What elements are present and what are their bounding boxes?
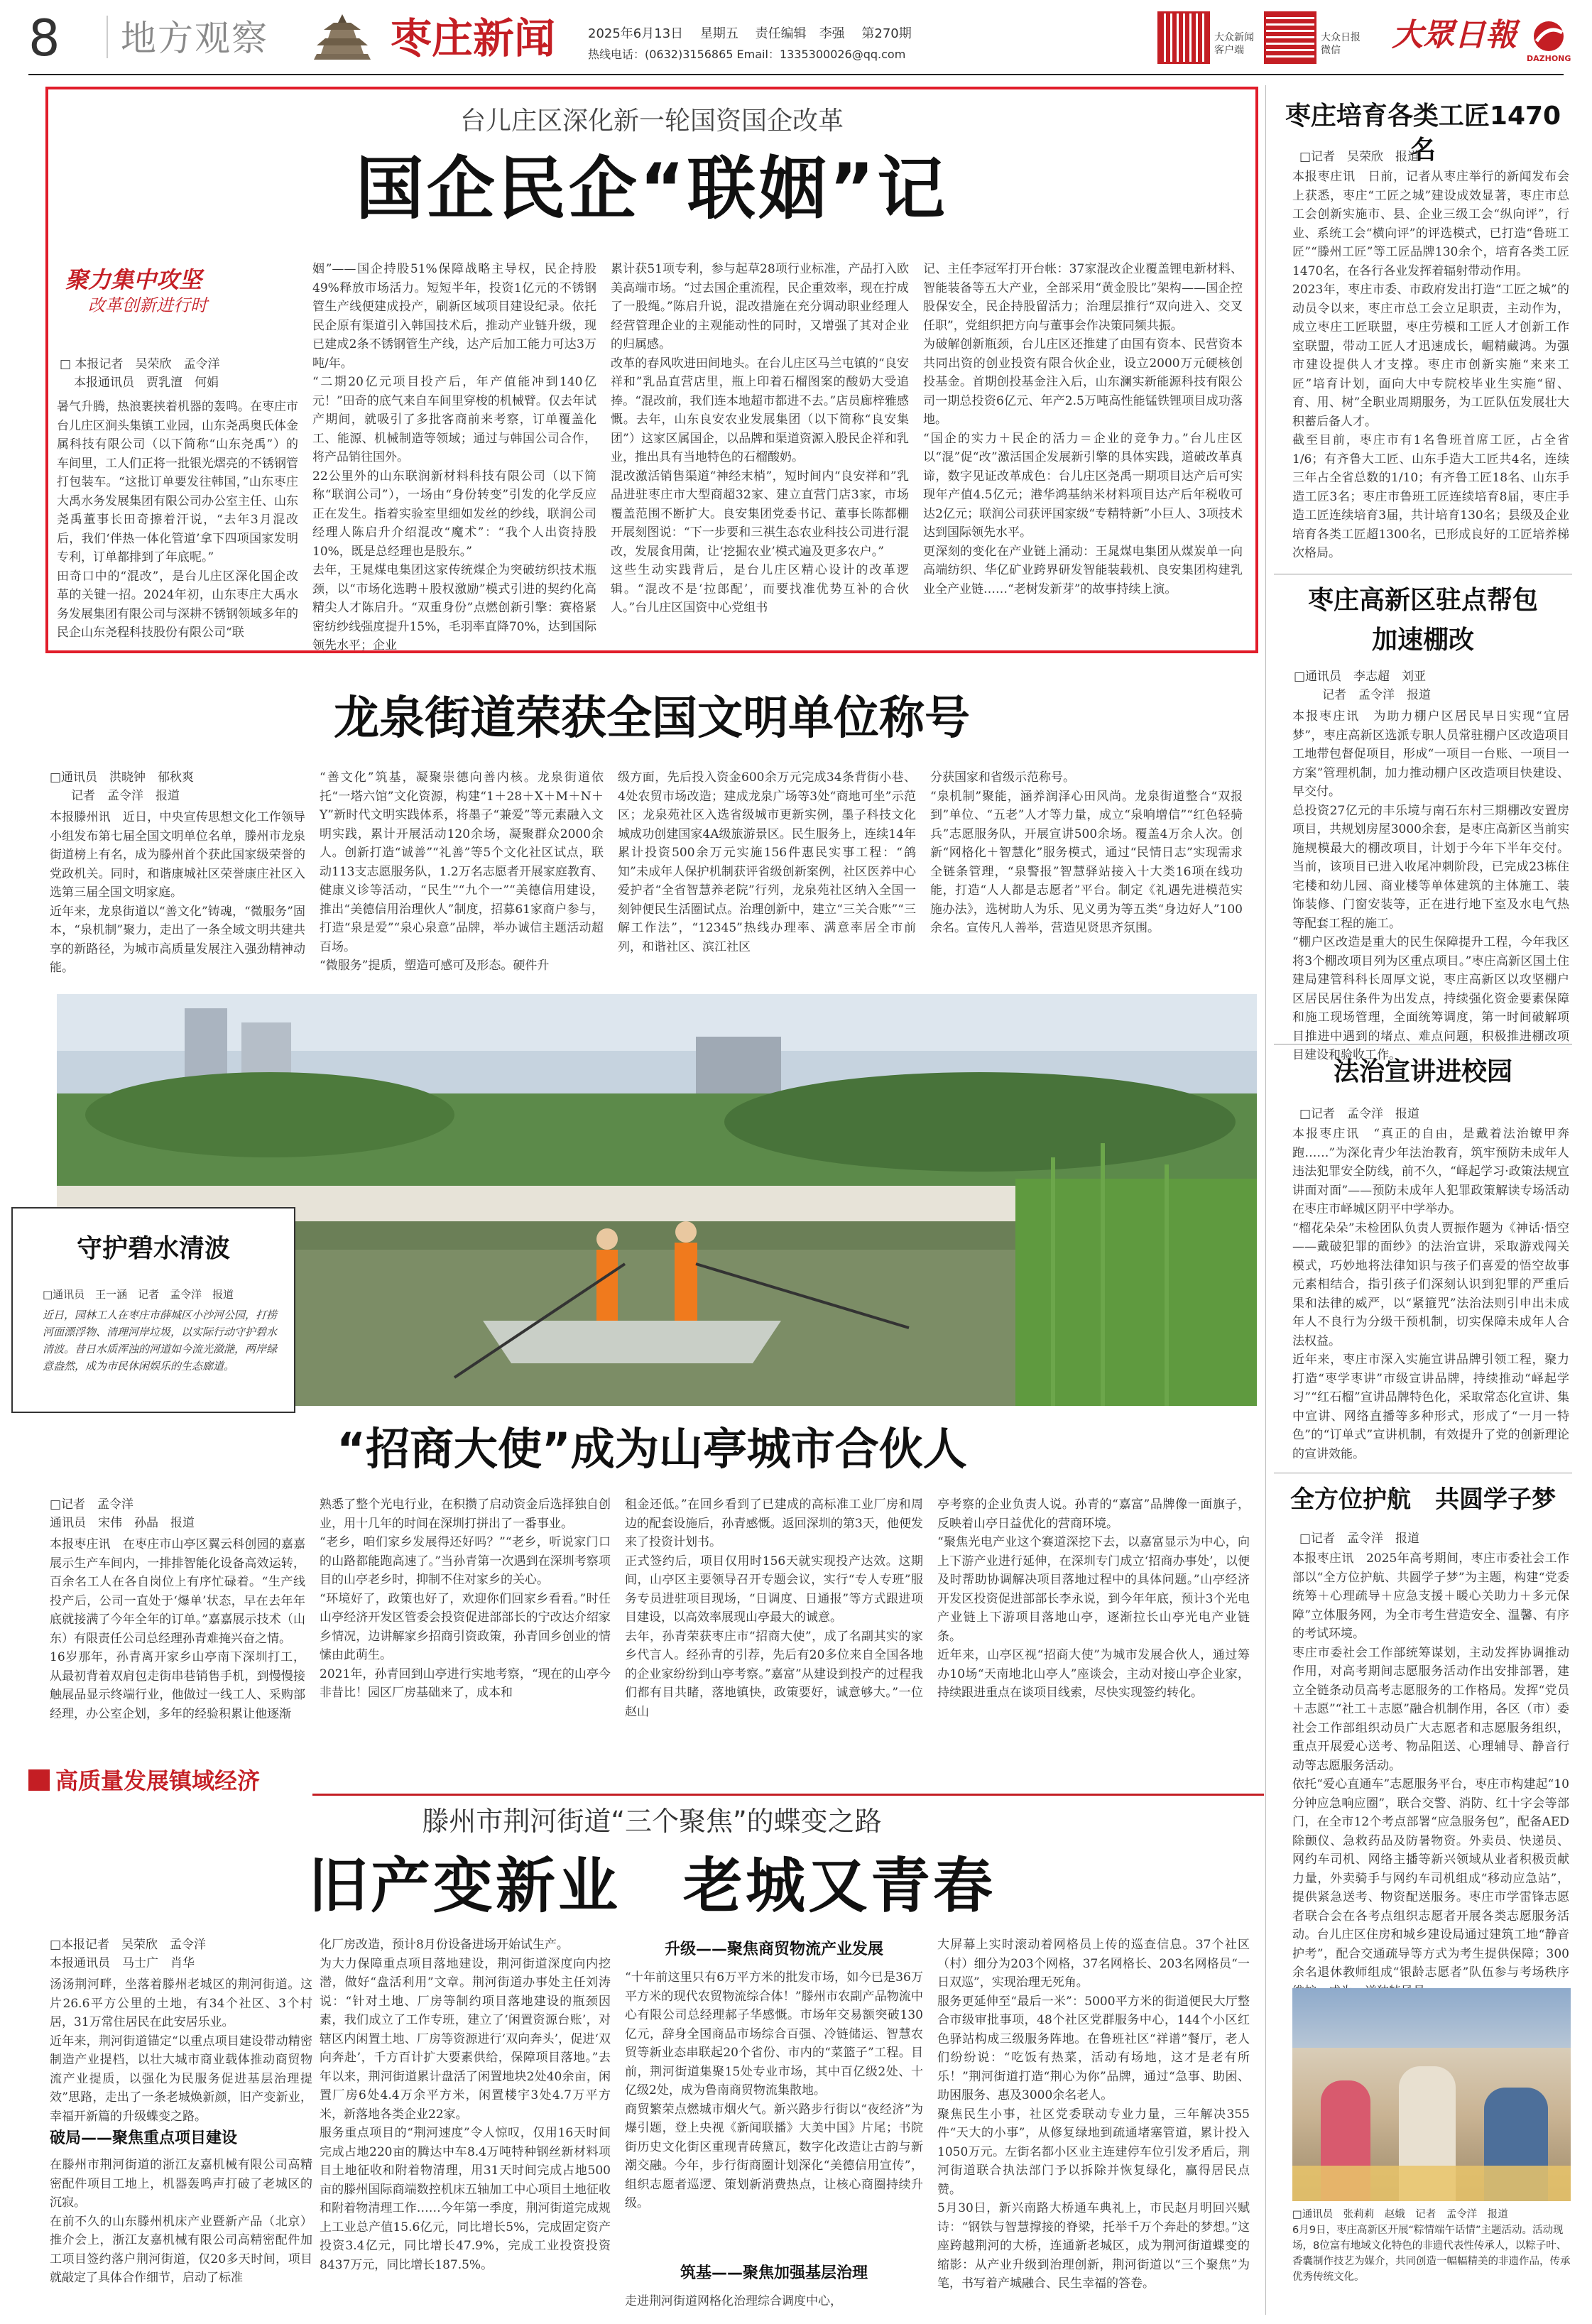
caption-box-body: 近日，园林工人在枣庄市薛城区小沙河公园，打捞河面漂浮物、清理河岸垃圾，以实际行动守护碧水清波。昔日水质浑浊的河道如今流光潋滟，两岸绿意盎然，成为市民休闲娱乐的生态廊道。: [43, 1309, 278, 1373]
lead-column-3: 累计获51项专利，参与起草28项行业标准，产品打入欧美高端市场。“过去国企重流程，民企重效率，现在拧成了一股绳。”陈启升说，混改措施在充分调动职业经理人经营管理企业的主观能动性的同时，又增强了其对企业的归属感。 改革的春风吹进田间地头。在台儿庄区马兰屯镇的“良安祥和”乳品直营店里，瓶上印着石榴图案的酸奶大受追捧。“混改前，我们连本地超市都进不去。”店员廊梓雅感慨。去年，山东良安农业发展集团（以下简称“良安集团”）这家区属国企，以品牌和渠道资源入股民企祥和乳业，推出具有当地特色的石榴酸奶。 混改激活销售渠道“神经末梢”，短时间内“良安祥和”乳品进驻枣庄市大型商超32家、建立直营门店3家，市场覆盖范围不断扩大。良安集团党委书记、董事长陈都棚开展刻图说：“下一步要和三祺生态农业科技公司进行混改，发展食用菌，让‘挖掘农业’模式遍及更多农户。” 这些生动实践背后，是台儿庄区精心设计的改革逻辑。“混改不是‘拉郎配’，而要找准优势互补的合伙人。”台儿庄区国资中心党组书: [611, 262, 909, 615]
jinghe-column-4: 大屏幕上实时滚动着网格员上传的巡查信息。37个社区（村）细分为203个网格，37名网格长、203名网格员“一日双巡”，实现治理无死角。 服务更延伸至“最后一米”：5000平方米的街道便民大厅整合市级审批事项，48个社区党群服务中心，144个小区红色驿站构成三级服务阵地。在鲁班社区“祥谱”餐厅，老人们纷纷说：“吃饭有热菜，活动有场地，这才是老有所乐！”荆河街道打造“荆心为你”品牌，通过“急事、助困、助困服务、惠及3000余名老人。 聚焦民生小事，社区党委联动专业力量，三年解决355件“天大的小事”，从修复绿地到疏通堵塞管道，累计投入1050万元。左街名都小区业主连建停车位引发矛盾后，荆河街道联合执法部门予以拆除并恢复绿化，赢得居民点赞。 5月30日，新兴南路大桥通车典礼上，市民赵月明回兴赋诗：“钢铁与智慧撑接的脊梁，托举千万个奔赴的梦想。”这座跨越荆河的大桥，连通新老城区，成为荆河街道蝶变的缩影：从产业升级到治理创新，荆河街道以“三个聚焦”为笔，书写着产城融合、民生幸福的答卷。: [937, 1938, 1250, 2291]
section-bar-rule: [312, 1794, 1264, 1796]
right4-byline: □记者 孟令洋 报道: [1299, 1532, 1420, 1546]
right2-byline-correspondents: □通讯员 李志超 刘亚: [1294, 670, 1427, 684]
logo-emblem-icon: [1527, 20, 1571, 53]
jinghe-subhead-2: 升级——聚焦商贸物流产业发展: [664, 1941, 883, 1958]
right3-headline: 法治宣讲进校园: [1333, 1057, 1512, 1086]
edition-title: 枣庄新闻: [391, 14, 556, 62]
jinghe-kicker: 滕州市荆河街道“三个聚焦”的蝶变之路: [422, 1806, 882, 1837]
issue-number: 第270期: [861, 26, 912, 41]
lead-kicker: 台儿庄区深化新一轮国资国企改革: [459, 107, 844, 136]
zhaoshang-byline: [50, 1495, 305, 1532]
longquan-column-3: 级方面，先后投入资金600余万元完成34条背街小巷、4处农贸市场改造；建成龙泉广场等3处“商地可坐”示范区；龙泉苑社区入选省级城市更新实例，墨子科技文化城成功创建国家4A级旅游景区。民生服务上，连续14年累计投资500余万元实施156件惠民实事工程：“鸽知”未成年人保护机制获评省级创新案例，社区医养中心爱护者“全省智慧养老院”行列，龙泉苑社区纳入全国一刻钟便民生活圈试点。治理创新中，建立“三关合账”“三解工作法”，“12345”热线办理率、满意率居全市前列，和谐社区、滨江社区: [618, 770, 916, 954]
date: 2025年6月13日: [588, 26, 684, 41]
jinghe-byline: [50, 1936, 305, 1973]
jinghe-column-3: “十年前这里只有6万平方米的批发市场，如今已是36万平方米的现代农贸物流综合体！”滕州市农副产品物流中心有限公司总经理郝子华感慨。市场年交易额突破130亿元，辞身全国商品市场综合百强、冷链储运、智慧农贸等新业态串联起20个省份、市内的“菜篮子”工程。目前，荆河街道集聚15处专业市场，其中百亿级2处、十亿级2处，成为鲁南商贸物流集散地。 商贸繁荣点燃城市烟火气。新兴路步行街以“夜经济”为爆引题，登上央视《新闻联播》大美中国》片尾；书院街历史文化街区重现青砖黛瓦，数字化改造让古韵与新潮交融。今年，步行街商圈计划深化“美德信用宣传”，组织志愿者巡逻、策划新消费热点，让核心商圈持续升级。: [625, 1970, 923, 2210]
qr-code-wechat[interactable]: [1264, 11, 1316, 64]
jinghe-subhead-3: 筑基——聚焦加强基层治理: [680, 2264, 868, 2282]
jinghe-column-1: 汤汤荆河畔，坐落着滕州老城区的荆河街道。这片26.6平方公里的土地，有34个社区、3个村居，31万常住居民在此安居乐业。 近年来，荆河街道锚定“以重点项目建设带动精密制造产业提档，以壮大城市商业载体推动商贸物流产业提质，以强化为民服务促进基层治理提效”思路，走出了一条老城焕新颜，旧产变新业，幸福开新篇的升级蝶变之路。: [50, 1977, 312, 2124]
longquan-column-2: “善文化”筑基，凝聚崇德向善内核。龙泉街道依托“一塔六馆”文化资源，构建“1＋28＋X＋M＋N＋Y”新时代文明实践体系，将墨子“兼爱”等元素融入文明实践，累计开展活动120余场，凝聚群众2000余人。创新打造“诚善”“礼善”等5个文化社区试点，联动113支志愿服务队，1.2万名志愿者开展家庭教育、健康义诊等活动，“民生”“九个一”“美德信用建设，推出“美德信用治理伙人”制度，招募61家商户参与，打造“泉是爱”“泉心泉意”品牌，举办诚信主题活动超百场。 “微服务”提质，塑造可感可及形态。硬件升: [320, 770, 604, 973]
issue-info: [588, 26, 912, 43]
right2-headline-line2: 加速棚改: [1371, 626, 1474, 655]
lead-headline: 国企民企“联姻”记: [355, 149, 949, 229]
right2-headline-line1: 枣庄高新区驻点帮包: [1307, 586, 1538, 615]
right2-byline-reporter: 记者 孟令洋 报道: [1322, 688, 1431, 702]
qr-caption-app: 大众新闻 客户端: [1214, 32, 1254, 56]
right4-body: 本报枣庄讯 2025年高考期间，枣庄市委社会工作部以“全方位护航、共圆学子梦”为主题，构建“党委统筹＋心理疏导＋应急支援＋暖心关助力＋多元保障”立体服务网，为全市考生营造安全、温馨、有序的考试环境。 枣庄市委社会工作部统筹谋划，主动发挥协调推动作用，对高考期间志愿服务活动作出安排部署，建立全链条动员高考志愿服务的工作格局。发挥“党员＋志愿”“社工＋志愿”融合机制作用，各区（市）委社会工作部组织动员广大志愿者和志愿服务组织，重点开展爱心送考、物品阻送、心理辅导、静音行动等志愿服务活动。 依托“爱心直通车”志愿服务平台，枣庄市构建起“10分钟应急响应圈”，联合交警、消防、红十字会等部门，在全市12个考点部署“应急服务包”，配备AED除颤仪、急救药品及防暑物资。外卖员、快递员、网约车司机、网络主播等新兴领域从业者积极贡献力量，外卖骑手与网约车司机组成“移动应急站”，提供紧急送考、物资配送服务。枣庄市学雷锋志愿者联合会在各考点组织志愿者开展各类志愿服务活动。台儿庄区住房和城乡建设局通过建筑工地“静音护考”，配合交通疏导等方式为考生提供保障；300余名退休教师组成“银龄志愿者”队伍参与考场秩序: [1292, 1551, 1569, 1980]
jinghe-column-3b: 走进荆河街道网格化治理综合调度中心，: [625, 2294, 842, 2308]
masthead-divider: [107, 16, 108, 58]
zhaoshang-byline-reporter: □记者 孟令洋: [50, 1497, 134, 1512]
pagoda-icon: [307, 10, 378, 64]
section-title: 地方观察: [121, 18, 268, 59]
right4-photo: [1292, 1988, 1571, 2201]
jinghe-column-2: 化厂房改造，预计8月份设备进场开始试生产。 为大力保障重点项目落地建设，荆河街道深度向内挖潜，做好“盘活利用”文章。荆河街道办事处主任刘涛说：“针对土地、厂房等制约项目落地建设的瓶颈因素，我们成立了工作专班，建立了‘闲置资源台账’，对辖区内闲置土地、厂房等资源进行‘双向奔头’，促进‘双向奔赴’，千方百计扩大要素供给，保障项目落地。”去年以来，荆河街道累计盘活了闲置地块2处40余亩，闲置厂房6处4.4万余平方米，闲置楼宇3处4.7万平方米，新落地各类企业22家。 服务重点项目的“荆河速度”令人惊叹，仅用16天时间完成占地220亩的腾达中车8.4万吨特种钢丝新材料项目土地征收和附着物清理，用31天时间完成占地500亩的滕州国际商端数控机床五轴加工中心项目土地征收和附着物清理工作……今年第一季度，荆河街道完成规上工业总产值15.6亿元，同比增长5%，完成固定资产投资3.4亿元，同比增长47.9%，完成工业投资投资8437万元，同比增长187.5%。: [320, 1938, 611, 2272]
right4-photo-caption: □通讯员 张莉莉 赵娥 记者 孟令洋 报道 6月9日，枣庄高新区开展“粽情端午话情”主题活动。活动现场，8位富有地域文化特色的非遗代表性传承人，以粽子叶、香囊制作技艺为媒介，共同创造一幅幅精美的非遗作品，传承优秀传统文化。: [1292, 2209, 1571, 2283]
newspaper-logo: 大眾日報: [1392, 17, 1517, 53]
zhaoshang-column-3: 租金还低。”在回乡看到了已建成的高标准工业厂房和周边的配套设施后，孙青感慨。返回深圳的第3天，他便发来了投资计划书。 正式签约后，项目仅用时156天就实现投产达效。这期间，山亭区主要领导召开专题会议，实行“专人专班”服务专员进驻项目现场，“日调度、日通报”等方式跟进项目建设，以高效率展现山亭最大的诚意。 去年，孙青荣获枣庄市“招商大使”，成了名副其实的家乡代言人。经孙青的引荐，先后有20多位来自全国各地的企业家纷纷到山亭考察。”嘉富”从建设到投产的过程我们都有目共睹，落地镇快，政策要好，诚意够大。”一位赵山: [625, 1497, 923, 1719]
right2-byline: [1294, 667, 1431, 704]
right1-byline: □记者 吴荣欣 报道: [1299, 150, 1420, 164]
caption-box-byline: □通讯员 王一涵 记者 孟令洋 报道: [43, 1288, 234, 1301]
longquan-column-4: 分获国家和省级示范称号。 “泉机制”聚能，涵养润泽心田风尚。龙泉街道整合“双报到”单位、“五老”人才等力量，成立“泉响增信”“红色轻骑兵”志愿服务队，开展宣讲500余场。覆盖4万余人次。创新“网格化＋智慧化”服务模式，通过“民情日志”实现需求全链条管理，“泉警报”智慧驿站接入十大类16项在线功能，打造“人人都是志愿者”平台。制定《礼遇先进模范实施办法》，选树助人为乐、见义勇为等五类“身边好人”100余名。宣传凡人善举，营造见贤思齐氛围。: [930, 770, 1243, 935]
stamp-title: 聚力集中攻坚: [65, 266, 202, 293]
photo-table: [1292, 2166, 1571, 2201]
page-number: 8: [28, 9, 60, 67]
zhaoshang-column-4: 亭考察的企业负责人说。孙青的“嘉富”品牌像一面旗子，反映着山亭日益优化的营商环境。 “聚焦光电产业这个赛道深挖下去，以嘉富显示为中心，向上下游产业进行延伸，在深圳专门成立‘招商办事处’，以便及时帮助协调解决项目落地过程中的具体问题。”山亭经济开发区投资促进部部长李永说，到今年年底，预计3个光电产业链上下游项目落地山亭，逐渐拉长山亭光电产业链条。 近年来，山亭区视“招商大使”为城市发展合伙人，通过筹办10场“天南地北山亭人”座谈会，主动对接山亭企业家，持续跟进重点在谈项目线索，尽快实现签约转化。: [937, 1497, 1250, 1700]
lead-byline: [60, 355, 294, 392]
qr-code-news-app[interactable]: [1157, 11, 1210, 64]
logo-subtext: DAZHONG: [1527, 54, 1571, 63]
editor: 责任编辑 李强: [755, 26, 845, 41]
right2-body: 本报枣庄讯 为助力棚户区居民早日实现“宜居梦”，枣庄高新区选派专职人员常驻棚户区改造项目工地带包督促项目，形成“一项目一台账、一项目一方案”管理机制，加力推动棚户区改造项目快建设、早交付。 总投资27亿元的丰乐境与南石东村三期棚改安置房项目，共规划房屋3000余套，是枣庄高新区当前实施规模最大的棚改项目，计划于今年下半年交付。当前，该项目已进入收尾冲刺阶段，已完成23栋住宅楼和幼儿园、商业楼等单体建筑的主体施工、装饰装修、门窗安装等，正在进行地下室及水电气热等配套工程的施工。 “棚户区改造是重大的民生保障提升工程，今年我区将3个棚改项目列为区重点项目。”枣庄高新区国土住建局建管科科长周厚文说，枣庄高新区以攻坚棚户区居民居住条件为出发点，持续强化资金要素保障和施工现场管理，全面统筹调度，第一时间破解项目推进中遇到的堵点、难点问题，积极推进棚改项目建设和验收工作。: [1292, 709, 1569, 1062]
longquan-byline: [50, 768, 284, 805]
hotline: 热线电话：(0632)3156865 Email：1335300026@qq.com: [588, 48, 906, 61]
longquan-column-1: 本报滕州讯 近日，中央宣传思想文化工作领导小组发布第七届全国文明单位名单，滕州市龙泉街道榜上有名，成为滕州首个获此国家级荣誉的党政机关。同时，和谐康城社区荣誉康庄社区入选第三届全国文明家庭。 近年来，龙泉街道以“善文化”铸魂，“微服务”固本，“泉机制”聚力，走出了一条全域文明共建共享的新路径，为城市高质量发展注入强劲精神动能。: [50, 810, 305, 975]
jinghe-byline-reporters: □本报记者 吴荣欣 孟令洋: [50, 1938, 207, 1952]
zhaoshang-column-1: 本报枣庄讯 在枣庄市山亭区翼云科创园的嘉嘉展示生产车间内，一排排智能化设备高效运转，百余名工人在各自岗位上有序忙碌着。“生产线投产后，公司一直处于‘爆单’状态，早在去年年底就接满了今年全年的订单。”嘉嘉展示技术（山东）有限责任公司总经理孙青难掩兴奋之情。 16岁那年，孙青离开家乡山亭南下深圳打工，从最初背着双肩包走街串巷销售手机，到慢慢接触展品显示终端行业，他做过一线工人、采购部经理，办公室企划，多年的经验积累让他逐渐: [50, 1537, 305, 1721]
lead-column-4: 记、主任李冠军打开台帐：37家混改企业覆盖锂电新材料、智能装备等五大产业，全部采用“黄金股比”架构——国企控股保安全，民企持股留活力；治理层推行“双向进入、交叉任职”，党组织把方向与董事会作决策同频共振。 为破解创新瓶颈，台儿庄区还推建了由国有资本、民营资本共同出资的创业投资有限合伙企业，设立2000万元硬核创投基金。首期创投基金注入后，山东澜实新能源科技有限公司一期总投资6亿元、年产2.5万吨高性能锰铁锂项目成功落地。 “国企的实力＋民企的活力＝企业的竞争力。”台儿庄区以“混”促“改”激活国企发展新引擎的具体实践，道破改革真谛，数字见证改革成色：台儿庄区尧禹一期项目达产后可实现年产值4.5亿元；港华鸿基纳米材料项目达产后年税收可达2亿元；联润公司获评国家级“专精特新”小巨人、3项技术达到国际领先水平。 更深刻的变化在产业链上涌动：王晁煤电集团从煤炭单一向高端纺织、华亿矿业跨界研发智能装载机、良安集团构建乳业全产业链……“老树发新芽”的故事持续上演。: [923, 262, 1243, 596]
jinghe-byline-correspondents: 本报通讯员 马士广 肖华: [50, 1956, 195, 1970]
masthead-rule: [28, 74, 1564, 75]
zhaoshang-column-2: 熟悉了整个光电行业，在积攒了启动资金后选择独自创业，用十几年的时间在深圳打拼出了一番事业。 “老乡，咱们家乡发展得还好吗？”“老乡，听说家门口的山路都能跑高速了。”当孙青第一次遇到在深圳考察项目的山亭老乡时，抑制不住对家乡的关心。 “环境好了，政策也好了，欢迎你们回家乡看看。”时任山亭经济开发区管委会投资促进部部长的宁改达介绍家乡情况，边讲解家乡招商引资政策，孙青回乡创业的情愫由此萌生。 2021年，孙青回到山亭进行实地考察，“现在的山亭今非昔比！园区厂房基础来了，成本和: [320, 1497, 611, 1700]
zhaoshang-headline: “招商大使”成为山亭城市合伙人: [337, 1423, 967, 1475]
weekday: 星期五: [699, 26, 738, 41]
longquan-byline-correspondents: □通讯员 洪晓钟 郁秋爽: [50, 770, 195, 785]
stamp-subtitle: 改革创新进行时: [88, 295, 207, 315]
caption-box-title: 守护碧水清波: [76, 1234, 230, 1263]
lead-byline-reporters: □ 本报记者 吴荣欣 孟令洋: [60, 357, 220, 371]
lead-column-2: 姻”——国企持股51%保障战略主导权，民企持股49%释放市场活力。短短半年，投资1亿元的不锈钢管生产线便建成投产，刷新区域项目建设纪录。依托民企原有渠道引入韩国技术后，推动产业链升级，现已建成2条不锈钢管生产线，达产后加工能力可达3万吨/年。 “二期20亿元项目投产后，年产值能冲到140亿元！”田奇的底气来自车间里穿梭的机械臂。仅去年试产期间，就吸引了多批客商前来考察，订单覆盖化工、能源、机械制造等领域；通过与韩国公司合作，将产品销往国外。 22公里外的山东联润新材料科技有限公司（以下简称“联润公司”），一场由“身份转变”引发的化学反应正在发生。指着实验室里细如发丝的纱线，联润公司经理人陈启升介绍混改“魔术”：“我个人出资持股10%，既是总经理也是股东。” 去年，王晁煤电集团这家传统煤企为突破纺织技术瓶颈，以“市场化选聘＋股权激励”模式引进的契约化高精尖人才陈启升。“双重身份”点燃创新引擎：赛格紧密纺纱线强度提升15%，毛羽率直降70%，达到国际领先水平；企业: [312, 262, 596, 653]
right-column-divider: [1265, 85, 1266, 2315]
jinghe-column-1b: 在滕州市荆河街道的浙江友嘉机械有限公司高精密配件项目工地上，机器轰鸣声打破了老城区的沉寂。 在前不久的山东滕州机床产业暨新产品（北京）推介会上，浙江友嘉机械有限公司高精密配件加工项目签约落户荆河街道，仅20多天时间，项目就敲定了具体合作细节，启动了标准: [50, 2158, 312, 2285]
lead-byline-correspondents: 本报通讯员 贾乳澶 何娟: [74, 376, 219, 390]
longquan-byline-reporter: 记者 孟令洋 报道: [71, 789, 180, 803]
right3-body: 本报枣庄讯 “真正的自由，是戴着法治镣甲奔跑……”为深化青少年法治教育，筑牢预防未成年人违法犯罪安全防线，前不久，“峄起学习·政策法规宣讲面对面”——预防未成年人犯罪政策解读专场活动在枣庄市峄城区阴平中学举办。 “榴花朵朵”未检团队负责人贾振作题为《神话·悟空——戴破犯罪的面纱》的法治宣讲，采取游戏闯关模式，巧妙地将法律知识与孩子们喜爱的悟空故事元素相结合，指引孩子们深刻认识到犯罪的严重后果和法律的威严，以“紧箍咒”法治法则引申出未成年人不良行为分级干预机制，切实保障未成年人合法权益。 近年来，枣庄市深入实施宣讲品牌引领工程，聚力打造“枣学枣讲”市级宣讲品牌，持续推动“峄起学习”“红石榴”宣讲品牌特色化，采取常态化宣讲、集中宣讲、网络直播等多种形式，形成了“一月一特色”的“订单式”宣讲机制，有效提升了党的创新理论的宣讲效能。: [1292, 1127, 1569, 1461]
right3-byline: □记者 孟令洋 报道: [1299, 1107, 1420, 1121]
right4-headline: 全方位护航 共圆学子梦: [1290, 1485, 1556, 1514]
jinghe-subhead-1: 破局——聚焦重点项目建设: [50, 2129, 238, 2147]
qr-caption-wechat: 大众日报 微信: [1321, 32, 1361, 56]
zhaoshang-byline-correspondents: 通讯员 宋伟 孙晶 报道: [50, 1516, 195, 1530]
section-bar-icon: [28, 1769, 50, 1791]
campaign-stamp: [60, 266, 294, 329]
right1-headline: 枣庄培育各类工匠1470名: [1285, 102, 1561, 165]
longquan-headline: 龙泉街道荣获全国文明单位称号: [334, 692, 970, 745]
section-bar-title: 高质量发展镇域经济: [55, 1767, 261, 1794]
jinghe-headline: 旧产变新业 老城又青春: [307, 1851, 996, 1921]
right1-body: 本报枣庄讯 日前，记者从枣庄举行的新闻发布会上获悉，枣庄“工匠之城”建设成效显著，枣庄市总工会创新实施市、县、企业三级工会“纵向评”，行业、系统工会“横向评”的评选模式，已打造“鲁班工匠”“滕州工匠”等工匠品牌130余个，培育各类工匠1470名，在各行各业发挥着辐射带动作用。 2023年，枣庄市委、市政府发出打造“工匠之城”的动员令以来，枣庄市总工会立足职责，主动作为，成立枣庄工匠联盟，枣庄劳模和工匠人才创新工作室联盟，带动工匠人才迅速成长，崛精藏鸿。为强市建设提供人才支撑。枣庄市创新实施“来来工匠”培育计划，面向大中专院校毕业生实施“留、育、用、树”全职业周期服务，为工匠队伍发展壮大积蓄后备人才。 截至目前，枣庄市有1名鲁班首席工匠，占全省1/6；有齐鲁大工匠、山东手造大工匠共4名，连续三年占全省总数的1/10；有齐鲁工匠18名、山东手造工匠3名；枣庄市鲁班工匠连续培育8届，枣庄手造工匠连续培育3届，共计培育130名；县级及企业培育各类工匠超1300名，已形成良好的工匠培养梯次格局。: [1292, 170, 1569, 560]
lead-column-1: 暑气升腾，热浪裹挟着机器的轰鸣。在枣庄市台儿庄区涧头集镇工业园，山东尧禹奥氏体金属科技有限公司（以下简称“山东尧禹”）的车间里，工人们正将一批银光熠亮的不锈钢管打包装车。“这批订单要发往韩国，”山东枣庄大禹水务发展集团有限公司办公室主任、山东尧禹董事长田奇擦着汗说，“去年3月混改后，我们‘伴热一体化管道’拿下四项国家发明专利，订单都排到了年底呢。” 田奇口中的“混改”，是台儿庄区深化国企改革的关键一招。2024年初，山东枣庄大禹水务发展集团有限公司与深耕不锈钢领域多年的民企山东尧程科技股份有限公司“联: [57, 400, 298, 640]
section-bar: [28, 1764, 1264, 1798]
